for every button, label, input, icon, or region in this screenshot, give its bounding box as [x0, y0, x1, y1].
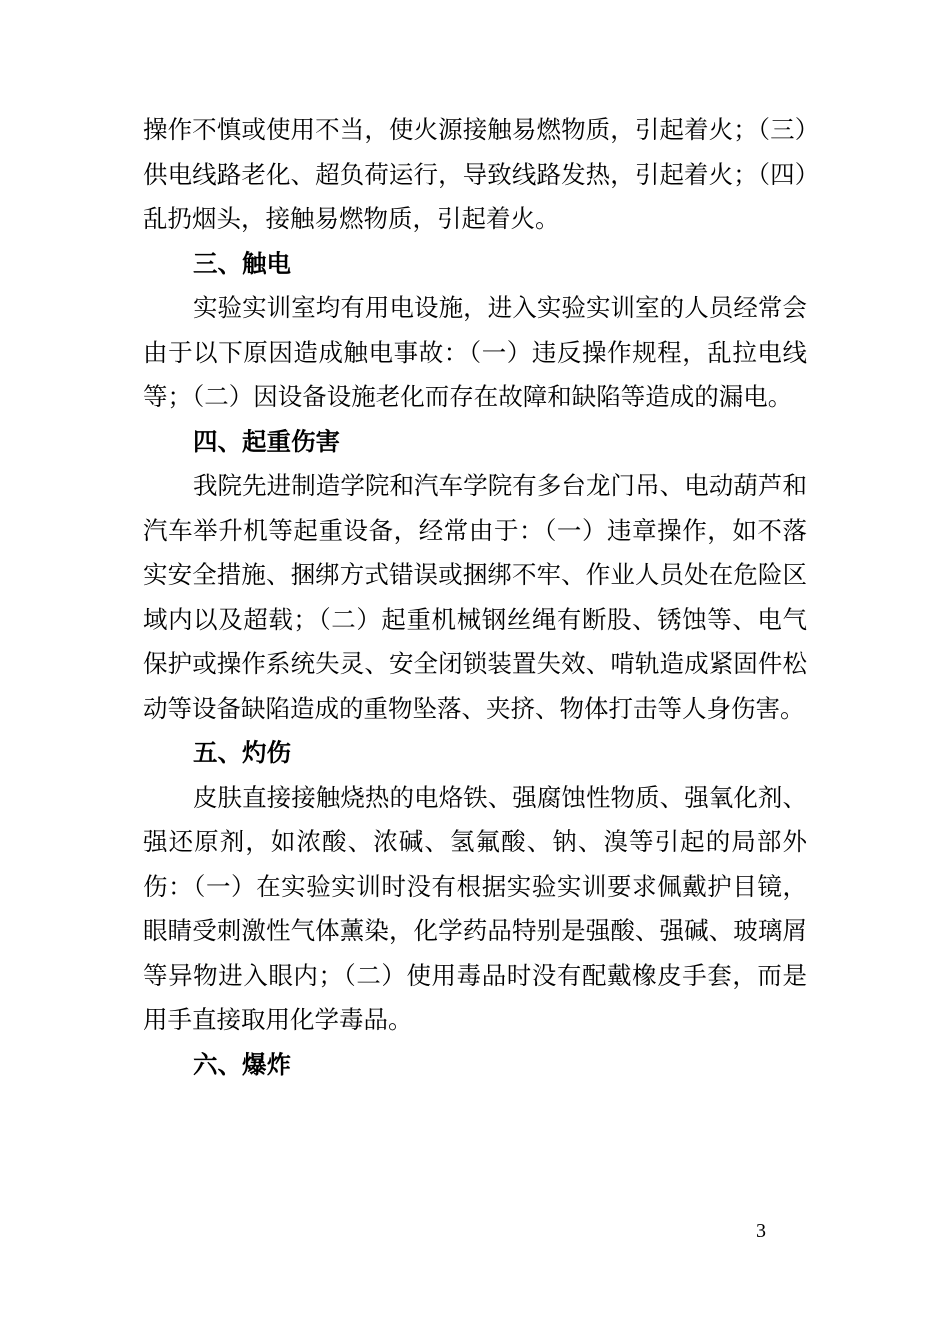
- paragraph-lifting-injury: 我院先进制造学院和汽车学院有多台龙门吊、电动葫芦和汽车举升机等起重设备，经常由于：（一）违章操作，如不落实安全措施、捆绑方式错误或捆绑不牢、作业人员处在危险区域内以及超载；（二）起重机械钢丝绳有断股、锈蚀等、电气保护或操作系统失灵、安全闭锁装置失效、啃轨造成紧固件松动等设备缺陷造成的重物坠落、夹挤、物体打击等人身伤害。: [143, 471, 807, 723]
- section-heading-explosion: 六、爆炸: [193, 1049, 291, 1079]
- paragraph-electric-shock: 实验实训室均有用电设施，进入实验实训室的人员经常会由于以下原因造成触电事故：（一）违反操作规程，乱拉电线等；（二）因设备设施老化而存在故障和缺陷等造成的漏电。: [143, 293, 807, 411]
- section-heading-lifting-injury: 四、起重伤害: [193, 426, 340, 456]
- section-heading-electric-shock: 三、触电: [193, 248, 291, 278]
- paragraph-burns: 皮肤直接接触烧热的电烙铁、强腐蚀性物质、强氧化剂、强还原剂，如浓酸、浓碱、氢氟酸、钠、溴等引起的局部外伤：（一）在实验实训时没有根据实验实训要求佩戴护目镜，眼睛受刺激性气体薰染，化学药品特别是强酸、强碱、玻璃屑等异物进入眼内；（二）使用毒品时没有配戴橡皮手套，而是用手直接取用化学毒品。: [143, 782, 807, 1034]
- page-number: 3: [756, 1220, 766, 1242]
- section-heading-burns: 五、灼伤: [193, 738, 291, 767]
- paragraph-fire-causes-continued: 操作不慎或使用不当，使火源接触易燃物质，引起着火；（三）供电线路老化、超负荷运行，导致线路发热，引起着火；（四）乱扔烟头，接触易燃物质，引起着火。: [143, 115, 807, 233]
- page-body: [143, 108, 807, 1087]
